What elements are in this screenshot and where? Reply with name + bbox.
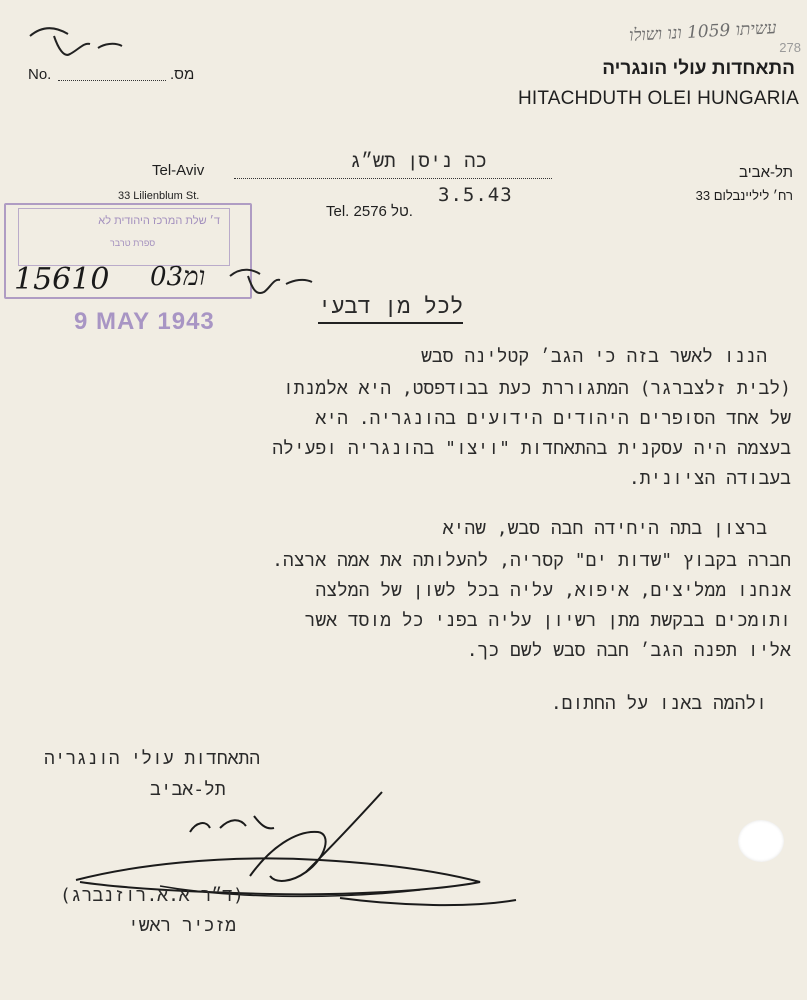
number-label-hebrew: מס.	[170, 66, 195, 83]
stamp-date: 9 MAY 1943	[74, 308, 215, 335]
letter-line: (לבית זלצברגר) המתגוררת כעת בבודפסט, היא אלמנתו	[283, 378, 791, 399]
signature-role: מזכיר ראשי	[128, 915, 237, 936]
org-name-hebrew: התאחדות עולי הונגריה	[602, 58, 795, 79]
number-label: No.	[28, 66, 52, 83]
stamp-subheader: ספרת טרבר	[110, 238, 156, 248]
city-hebrew: תל-אביב	[739, 164, 793, 181]
date-numeric: 3.5.43	[438, 184, 513, 206]
handwritten-file-number: 15610	[14, 262, 110, 297]
letter-line: בעצמה היה עסקנית בהתאחדות "ויצו" בהונגריה ופעילה	[272, 438, 791, 459]
number-dotted-line	[58, 80, 166, 81]
handwritten-initials-stamp	[226, 258, 316, 304]
corner-number: 278	[779, 40, 801, 55]
handwritten-file-number-2: ומ03	[150, 262, 206, 292]
letter-line: ותומכים בבקשת מתן רשיון עליה בפני כל מוסד אשר	[304, 610, 791, 631]
letter-line: של אחד הסופרים היהודים הידועים בהונגריה. היא	[315, 408, 791, 429]
signature-org: התאחדות עולי הונגריה	[44, 748, 261, 769]
street-latin: 33 Lilienblum St.	[118, 190, 200, 202]
letter-line: אליו תפנה הגב׳ חבה סבש לשם כך.	[466, 640, 791, 661]
stamp-header: ד׳ שלת המרכז היהודית לא	[98, 215, 220, 227]
signature-name: (ד״ר א.א.רוזנברג)	[60, 885, 244, 906]
date-dotted-line	[234, 178, 552, 179]
signature-city: תל-אביב	[150, 779, 226, 800]
telephone: Tel. 2576 טל.	[326, 203, 413, 220]
date-hebrew: כה ניסן תש״ג	[350, 150, 487, 172]
letter-line: אנחנו ממליצים, איפוא, עליה בכל לשון של המלצה	[315, 580, 791, 601]
letter-closing: ולהמה באנו על החתום.	[550, 693, 767, 714]
punch-hole	[738, 820, 784, 862]
top-handwritten-note: עשיתו 1059 ונו ושולו	[628, 18, 778, 46]
letter-title: לכל מן דבעי	[318, 294, 463, 324]
letter-line: ברצון בתה היחידה חבה סבש, שהיא	[442, 518, 767, 539]
org-name-latin: HITACHDUTH OLEI HUNGARIA	[517, 88, 799, 109]
handwritten-initials-top	[24, 14, 134, 64]
letter-line: בעבודה הציונית.	[628, 468, 791, 489]
city-latin: Tel-Aviv	[152, 162, 205, 179]
letter-line: הננו לאשר בזה כי הגב׳ קטלינה סבש	[421, 346, 767, 367]
letter-line: חברה בקבוץ "שדות ים" קסריה, להעלותה את אמה ארצה.	[272, 550, 791, 571]
street-hebrew: רח׳ ליליינבלום 33	[695, 188, 793, 203]
